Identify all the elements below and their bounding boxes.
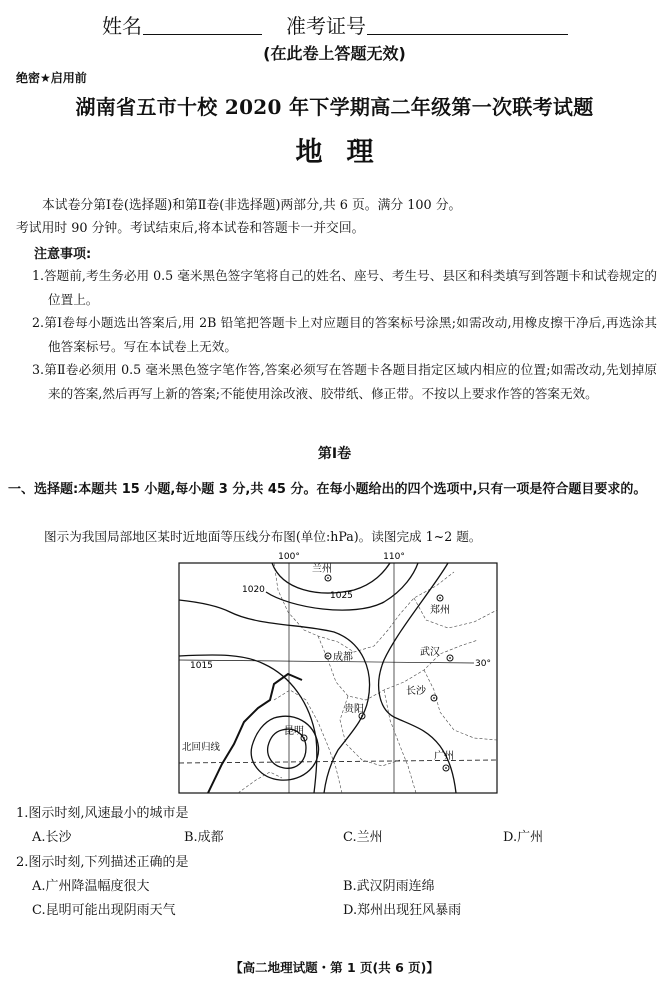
intro-line-1: 本试卷分第Ⅰ卷(选择题)和第Ⅱ卷(非选择题)两部分,共 6 页。满分 100 分。 — [42, 198, 462, 213]
note-item-2: 2.第Ⅰ卷每小题选出答案后,用 2B 铅笔把答题卡上对应题目的答案标号涂黑;如需改动,用橡皮擦干净后,再选涂其他答案标号。写在本试卷上无效。 — [32, 315, 657, 354]
question-1-option-a: A.长沙 — [32, 830, 72, 845]
city-dot-guiyang-center — [361, 715, 363, 717]
question-1-stem: 1.图示时刻,风速最小的城市是 — [16, 806, 189, 821]
isobar-value-1020: 1020 — [242, 585, 265, 595]
isobar-map — [178, 550, 498, 795]
question-2-option-c: C.昆明可能出现阴雨天气 — [32, 903, 176, 918]
name-label: 姓名 — [102, 14, 142, 38]
lon-label-110: 110° — [383, 552, 405, 562]
city-label-lanzhou: 兰州 — [312, 564, 332, 575]
exam-intro — [16, 195, 656, 240]
lat-label-30: 30° — [475, 659, 491, 669]
exam-number-blank-line — [367, 34, 568, 35]
city-dot-lanzhou-center — [327, 577, 329, 579]
subject-title: 地理 — [295, 137, 398, 168]
question-1-option-b: B.成都 — [184, 830, 224, 845]
page-footer: 【高二地理试题・第 1 页(共 6 页)】 — [230, 960, 439, 975]
lon-label-100: 100° — [278, 552, 300, 562]
question-2-option-d: D.郑州出现狂风暴雨 — [343, 903, 462, 918]
question-2-stem: 2.图示时刻,下列描述正确的是 — [16, 855, 189, 870]
exam-number-label: 准考证号 — [286, 14, 366, 38]
question-1-option-d: D.广州 — [503, 830, 544, 845]
question-2-option-a: A.广州降温幅度很大 — [32, 879, 150, 894]
section-heading: 一、选择题:本题共 15 小题,每小题 3 分,共 45 分。在每小题给出的四个选项中,只有一项是符合题目要求的。 — [8, 482, 647, 497]
city-label-chengdu: 成都 — [333, 652, 353, 663]
city-label-kunming: 昆明 — [284, 726, 304, 737]
volume-heading: 第Ⅰ卷 — [317, 446, 352, 462]
note-item-3: 3.第Ⅱ卷必须用 0.5 毫米黑色签字笔作答,答案必须写在答题卡各题目指定区域内相应的位置;如需改动,先划掉原来的答案,然后再写上新的答案;不能使用涂改液、胶带纸、修正带。不按以上要求作答的答案无效。 — [32, 362, 657, 401]
tropic-label: 北回归线 — [182, 742, 221, 753]
city-dot-guangzhou-center — [445, 767, 447, 769]
city-dot-kunming-center — [303, 737, 305, 739]
isobar-value-1025: 1025 — [330, 591, 353, 601]
exam-title: 湖南省五市十校 2020 年下学期高二年级第一次联考试题 — [75, 95, 594, 119]
city-label-changsha: 长沙 — [406, 686, 426, 697]
name-blank-line — [143, 34, 262, 35]
notes-list — [32, 264, 657, 405]
question-1-option-c: C.兰州 — [343, 830, 383, 845]
city-label-wuhan: 武汉 — [420, 647, 440, 658]
city-dot-wuhan-center — [449, 657, 451, 659]
invalid-answer-note: (在此卷上答题无效) — [263, 44, 406, 63]
secret-mark: 绝密★启用前 — [16, 71, 87, 85]
notes-heading: 注意事项: — [34, 247, 92, 262]
city-label-guiyang: 贵阳 — [344, 704, 364, 715]
city-dot-chengdu-center — [327, 655, 329, 657]
city-label-guangzhou: 广州 — [434, 751, 454, 762]
intro-line-2: 考试用时 90 分钟。考试结束后,将本试卷和答题卡一并交回。 — [16, 220, 365, 236]
city-dot-changsha-center — [433, 697, 435, 699]
city-label-zhengzhou: 郑州 — [430, 605, 450, 616]
city-dot-zhengzhou-center — [439, 597, 441, 599]
isobar-value-1015: 1015 — [190, 661, 213, 671]
note-item-1: 1.答题前,考生务必用 0.5 毫米黑色签字笔将自己的姓名、座号、考生号、县区和科类填写到答题卡和试卷规定的位置上。 — [32, 268, 657, 307]
question-2-option-b: B.武汉阴雨连绵 — [343, 879, 435, 894]
map-intro: 图示为我国局部地区某时近地面等压线分布图(单位:hPa)。读图完成 1~2 题。 — [44, 529, 482, 544]
